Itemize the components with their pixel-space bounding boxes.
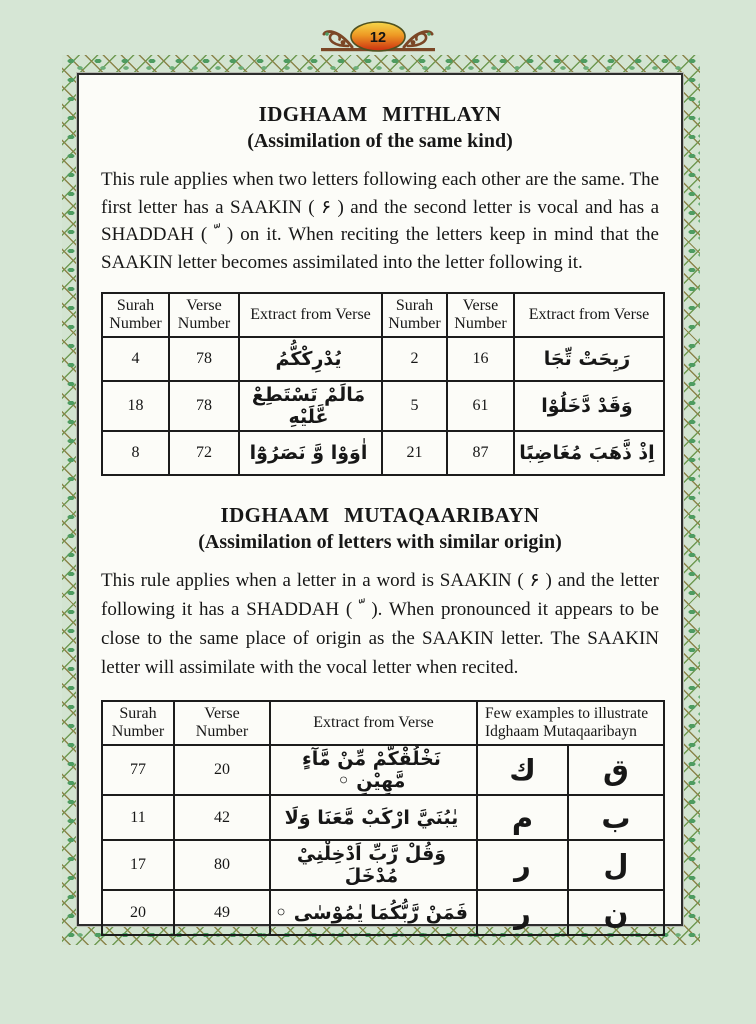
arabic-extract-cell: يُدْرِكْكُّمُ — [239, 337, 382, 381]
example-letter-cell: ن — [568, 890, 664, 935]
arabic-extract-cell: نَخْلُقْكُّمْ مِّنْ مَّآءٍ مَّهِيْنٍ ◦ — [270, 745, 477, 795]
example-letter-cell: م — [477, 795, 568, 840]
number-cell: 18 — [102, 381, 169, 431]
arabic-extract-cell: مَالَمْ تَسْتَطِعْ عَّلَيْهِ — [239, 381, 382, 431]
column-header-verse: Verse Number — [169, 293, 239, 337]
example-letter-cell: ل — [568, 840, 664, 890]
number-cell: 78 — [169, 381, 239, 431]
number-cell: 80 — [174, 840, 270, 890]
number-cell: 49 — [174, 890, 270, 935]
table-row — [102, 745, 664, 795]
column-header-surah: Surah Number — [382, 293, 447, 337]
idghaam-mithlayn-table — [101, 292, 665, 476]
number-cell: 8 — [102, 431, 169, 475]
number-cell: 2 — [382, 337, 447, 381]
ornament-left-flourish — [324, 32, 352, 47]
column-header-examples: Few examples to illustrate Idghaam Mutaqaaribayn — [477, 701, 664, 745]
section1-title: IDGHAAM MITHLAYN — [258, 102, 502, 126]
column-header-surah: Surah Number — [102, 293, 169, 337]
arabic-extract-cell: اِذْ ذَّهَبَ مُغَاضِبًا — [514, 431, 664, 475]
idghaam-mutaqaaribayn-table — [101, 700, 665, 936]
column-header-surah: Surah Number — [102, 701, 174, 745]
number-cell: 16 — [447, 337, 514, 381]
content-panel — [77, 73, 683, 930]
number-cell: 42 — [174, 795, 270, 840]
column-header-extract: Extract from Verse — [239, 293, 382, 337]
number-cell: 17 — [102, 840, 174, 890]
table-row — [102, 795, 664, 840]
number-cell: 20 — [102, 890, 174, 935]
arabic-extract-cell: رَبِحَتْ تِّجَا — [514, 337, 664, 381]
arabic-extract-cell: يٰبُنَيَّ ارْكَبْ مَّعَنَا وَلَا — [270, 795, 477, 840]
example-letter-cell: ر — [477, 890, 568, 935]
number-cell: 87 — [447, 431, 514, 475]
table-row — [102, 840, 664, 890]
number-cell: 4 — [102, 337, 169, 381]
column-header-verse: Verse Number — [174, 701, 270, 745]
arabic-extract-cell: وَقُلْ رَّبِّ اَدْخِلْنِيْ مُدْخَلَ — [270, 840, 477, 890]
arabic-extract-cell: فَمَنْ رَّبُّكُمَا يٰمُوْسٰى ◦ — [270, 890, 477, 935]
section1-paragraph: This rule applies when two letters following each other are the same. The first letter has a SAAKIN ( ۶ ) and the second letter is vocal and has a SHADDAH ( ﹼ ) on it. When reciting the letters keep in mind that the SAAKIN letter becomes assimilated into the letter following it. — [101, 169, 659, 273]
table-row — [102, 337, 664, 381]
number-cell: 11 — [102, 795, 174, 840]
section1-subtitle: (Assimilation of the same kind) — [247, 130, 513, 152]
section2-title: IDGHAAM MUTAQAARIBAYN — [220, 503, 540, 527]
column-header-extract: Extract from Verse — [270, 701, 477, 745]
number-cell: 61 — [447, 381, 514, 431]
vine-border-frame — [62, 55, 700, 945]
table-row — [102, 381, 664, 431]
ornament-right-flourish — [404, 32, 432, 47]
arabic-extract-cell: اٰوَوْا وَّ نَصَرُوْٓا — [239, 431, 382, 475]
arabic-extract-cell: وَقَدْ دَّخَلُوْا — [514, 381, 664, 431]
number-cell: 20 — [174, 745, 270, 795]
header-row — [102, 701, 664, 745]
table-row — [102, 890, 664, 935]
example-letter-cell: ك — [477, 745, 568, 795]
section2-paragraph: This rule applies when a letter in a word is SAAKIN ( ۶ ) and the letter following it has a SHADDAH ( ﹼ ). When pronounced it appears to be close to the same place of origin as the SAAKIN letter. The SAAKIN letter will assimilate with the vocal letter when recited. — [101, 570, 659, 678]
column-header-verse: Verse Number — [447, 293, 514, 337]
example-letter-cell: ق — [568, 745, 664, 795]
number-cell: 72 — [169, 431, 239, 475]
example-letter-cell: ب — [568, 795, 664, 840]
column-header-extract: Extract from Verse — [514, 293, 664, 337]
header-row — [102, 293, 664, 337]
number-cell: 77 — [102, 745, 174, 795]
number-cell: 21 — [382, 431, 447, 475]
section2-subtitle: (Assimilation of letters with similar origin) — [198, 531, 562, 553]
page-number: 12 — [369, 30, 387, 46]
number-cell: 5 — [382, 381, 447, 431]
page-number-banner — [0, 19, 756, 59]
ornament-icon — [316, 19, 440, 59]
table-row — [102, 431, 664, 475]
number-cell: 78 — [169, 337, 239, 381]
example-letter-cell: ر — [477, 840, 568, 890]
